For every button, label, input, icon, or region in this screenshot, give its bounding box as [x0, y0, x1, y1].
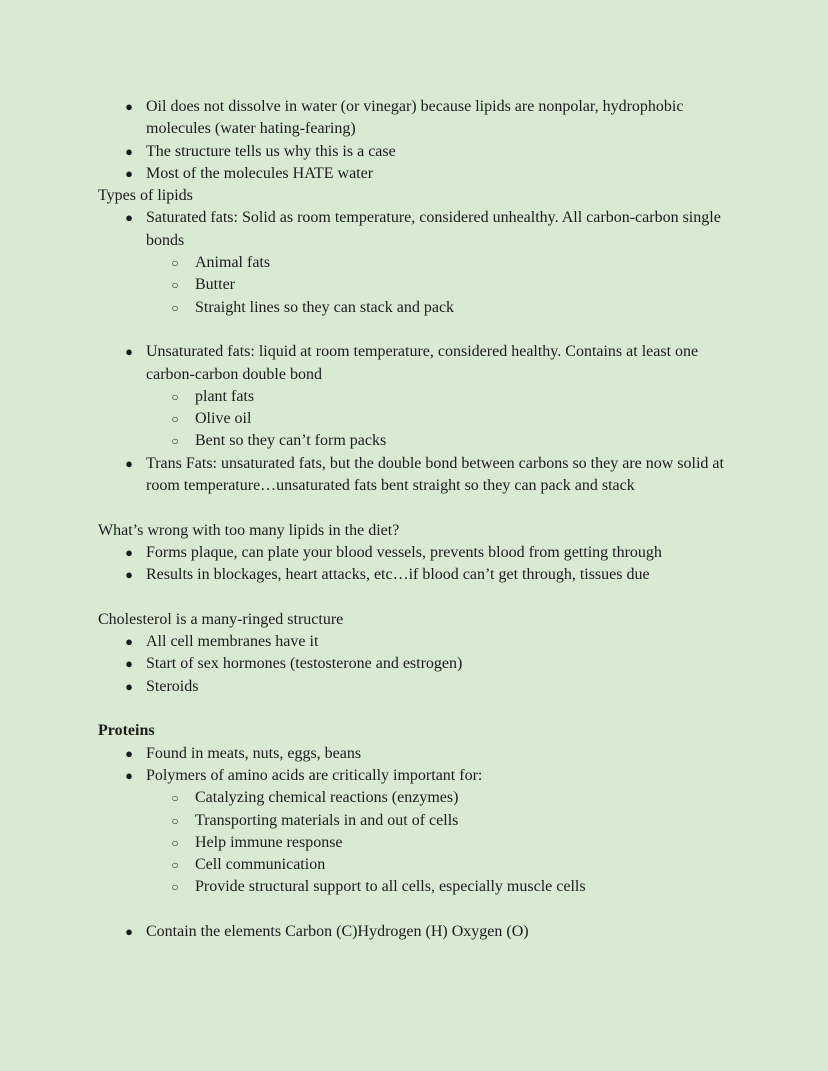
- spacer: [98, 497, 738, 519]
- list-item: [98, 676, 738, 698]
- bullet-marker: ●: [125, 656, 133, 672]
- sub-list-item: [146, 832, 738, 854]
- list-item: [98, 653, 738, 675]
- sub-bullet-marker: ○: [171, 434, 179, 449]
- bullet-marker: ●: [125, 455, 133, 471]
- spacer: [98, 899, 738, 921]
- sub-list-item: [146, 297, 738, 319]
- sub-list-item-text: Animal fats: [195, 254, 271, 272]
- bullet-marker: ●: [125, 634, 133, 650]
- elements-list: [98, 921, 738, 943]
- sub-list-item-text: Help immune response: [195, 833, 343, 851]
- list-item: [98, 453, 738, 498]
- unsaturated-list: [98, 341, 738, 497]
- spacer: [98, 698, 738, 720]
- proteins-heading: Proteins: [98, 722, 155, 740]
- sub-list-item-text: Straight lines so they can stack and pack: [195, 298, 455, 316]
- list-item-text: Saturated fats: Solid as room temperature, considered unhealthy. All carbon-carbon single bonds: [146, 209, 721, 249]
- sub-bullet-marker: ○: [171, 835, 179, 850]
- bullet-marker: ●: [125, 567, 133, 583]
- list-item-text: Results in blockages, heart attacks, etc…if blood can’t get through, tissues due: [146, 566, 650, 584]
- bullet-marker: ●: [125, 767, 133, 783]
- list-item: [98, 141, 738, 163]
- unsaturated-sublist: [146, 386, 738, 453]
- sub-list-item-text: Olive oil: [195, 410, 252, 428]
- list-item-text: Trans Fats: unsaturated fats, but the double bond between carbons so they are now solid at room temperature…unsaturated fats bent straight so they can pack and stack: [146, 454, 724, 495]
- cholesterol-heading: Cholesterol is a many-ringed structure: [98, 610, 344, 628]
- sub-list-item-text: Butter: [195, 276, 235, 294]
- lipids-diet-heading: What’s wrong with too many lipids in the diet?: [98, 521, 400, 539]
- sub-list-item: [146, 810, 738, 832]
- bullet-marker: ●: [125, 99, 133, 114]
- list-item: [98, 631, 738, 653]
- list-item-text: Oil does not dissolve in water (or vinegar) because lipids are nonpolar, hydrophobic molecules (water hating-fearing): [146, 98, 684, 138]
- bullet-marker: ●: [125, 143, 133, 159]
- sub-list-item-text: Cell communication: [195, 856, 326, 874]
- list-item: [98, 542, 738, 564]
- cholesterol-list: [98, 631, 738, 698]
- sub-list-item: [146, 408, 738, 430]
- bullet-marker: ●: [125, 745, 133, 761]
- sub-list-item: [146, 430, 738, 452]
- bullet-marker: ●: [125, 678, 133, 694]
- list-item: [98, 207, 738, 318]
- sub-list-item: [146, 252, 738, 274]
- list-item: [98, 96, 738, 141]
- bullet-marker: ●: [125, 165, 133, 181]
- list-item: [98, 921, 738, 943]
- sub-list-item-text: Bent so they can’t form packs: [195, 432, 387, 450]
- sub-bullet-marker: ○: [171, 858, 179, 873]
- sub-list-item-text: plant fats: [195, 387, 255, 405]
- sub-bullet-marker: ○: [171, 389, 179, 404]
- saturated-list: [98, 207, 738, 318]
- sub-bullet-marker: ○: [171, 300, 179, 315]
- list-item: [98, 564, 738, 586]
- list-item: [98, 765, 738, 899]
- proteins-sublist: [146, 787, 738, 898]
- sub-list-item: [146, 386, 738, 408]
- sub-list-item-text: Transporting materials in and out of cells: [195, 811, 459, 829]
- document-page: [98, 96, 738, 943]
- saturated-sublist: [146, 252, 738, 319]
- list-item-text: All cell membranes have it: [146, 633, 319, 651]
- sub-bullet-marker: ○: [171, 256, 179, 271]
- bullet-marker: ●: [125, 344, 133, 360]
- sub-list-item-text: Catalyzing chemical reactions (enzymes): [195, 789, 459, 807]
- sub-bullet-marker: ○: [171, 278, 179, 293]
- spacer: [98, 587, 738, 609]
- bullet-marker: ●: [125, 544, 133, 560]
- sub-bullet-marker: ○: [171, 791, 179, 806]
- types-of-lipids-heading: Types of lipids: [98, 187, 193, 205]
- list-item-text: Unsaturated fats: liquid at room temperature, considered healthy. Contains at least one carbon-carbon double bond: [146, 343, 699, 383]
- list-item: [98, 743, 738, 765]
- list-item-text: Contain the elements Carbon (C)Hydrogen (H) Oxygen (O): [146, 922, 529, 940]
- spacer: [98, 319, 738, 341]
- sub-list-item-text: Provide structural support to all cells, especially muscle cells: [195, 878, 586, 896]
- list-item-text: Steroids: [146, 677, 199, 695]
- sub-bullet-marker: ○: [171, 412, 179, 427]
- sub-list-item: [146, 787, 738, 809]
- list-item: [98, 163, 738, 185]
- sub-bullet-marker: ○: [171, 813, 179, 828]
- list-item-text: Found in meats, nuts, eggs, beans: [146, 744, 362, 762]
- bullet-marker: ●: [125, 210, 133, 226]
- list-item-text: Most of the molecules HATE water: [146, 164, 374, 182]
- list-item-text: Polymers of amino acids are critically important for:: [146, 766, 483, 784]
- list-item: [98, 341, 738, 452]
- intro-list: [98, 96, 738, 185]
- sub-list-item: [146, 876, 738, 898]
- sub-list-item: [146, 274, 738, 296]
- proteins-list: [98, 743, 738, 899]
- list-item-text: Forms plaque, can plate your blood vessels, prevents blood from getting through: [146, 543, 662, 561]
- sub-bullet-marker: ○: [171, 880, 179, 895]
- list-item-text: Start of sex hormones (testosterone and estrogen): [146, 655, 463, 673]
- lipids-diet-list: [98, 542, 738, 587]
- bullet-marker: ●: [125, 923, 133, 939]
- list-item-text: The structure tells us why this is a case: [146, 142, 396, 160]
- sub-list-item: [146, 854, 738, 876]
